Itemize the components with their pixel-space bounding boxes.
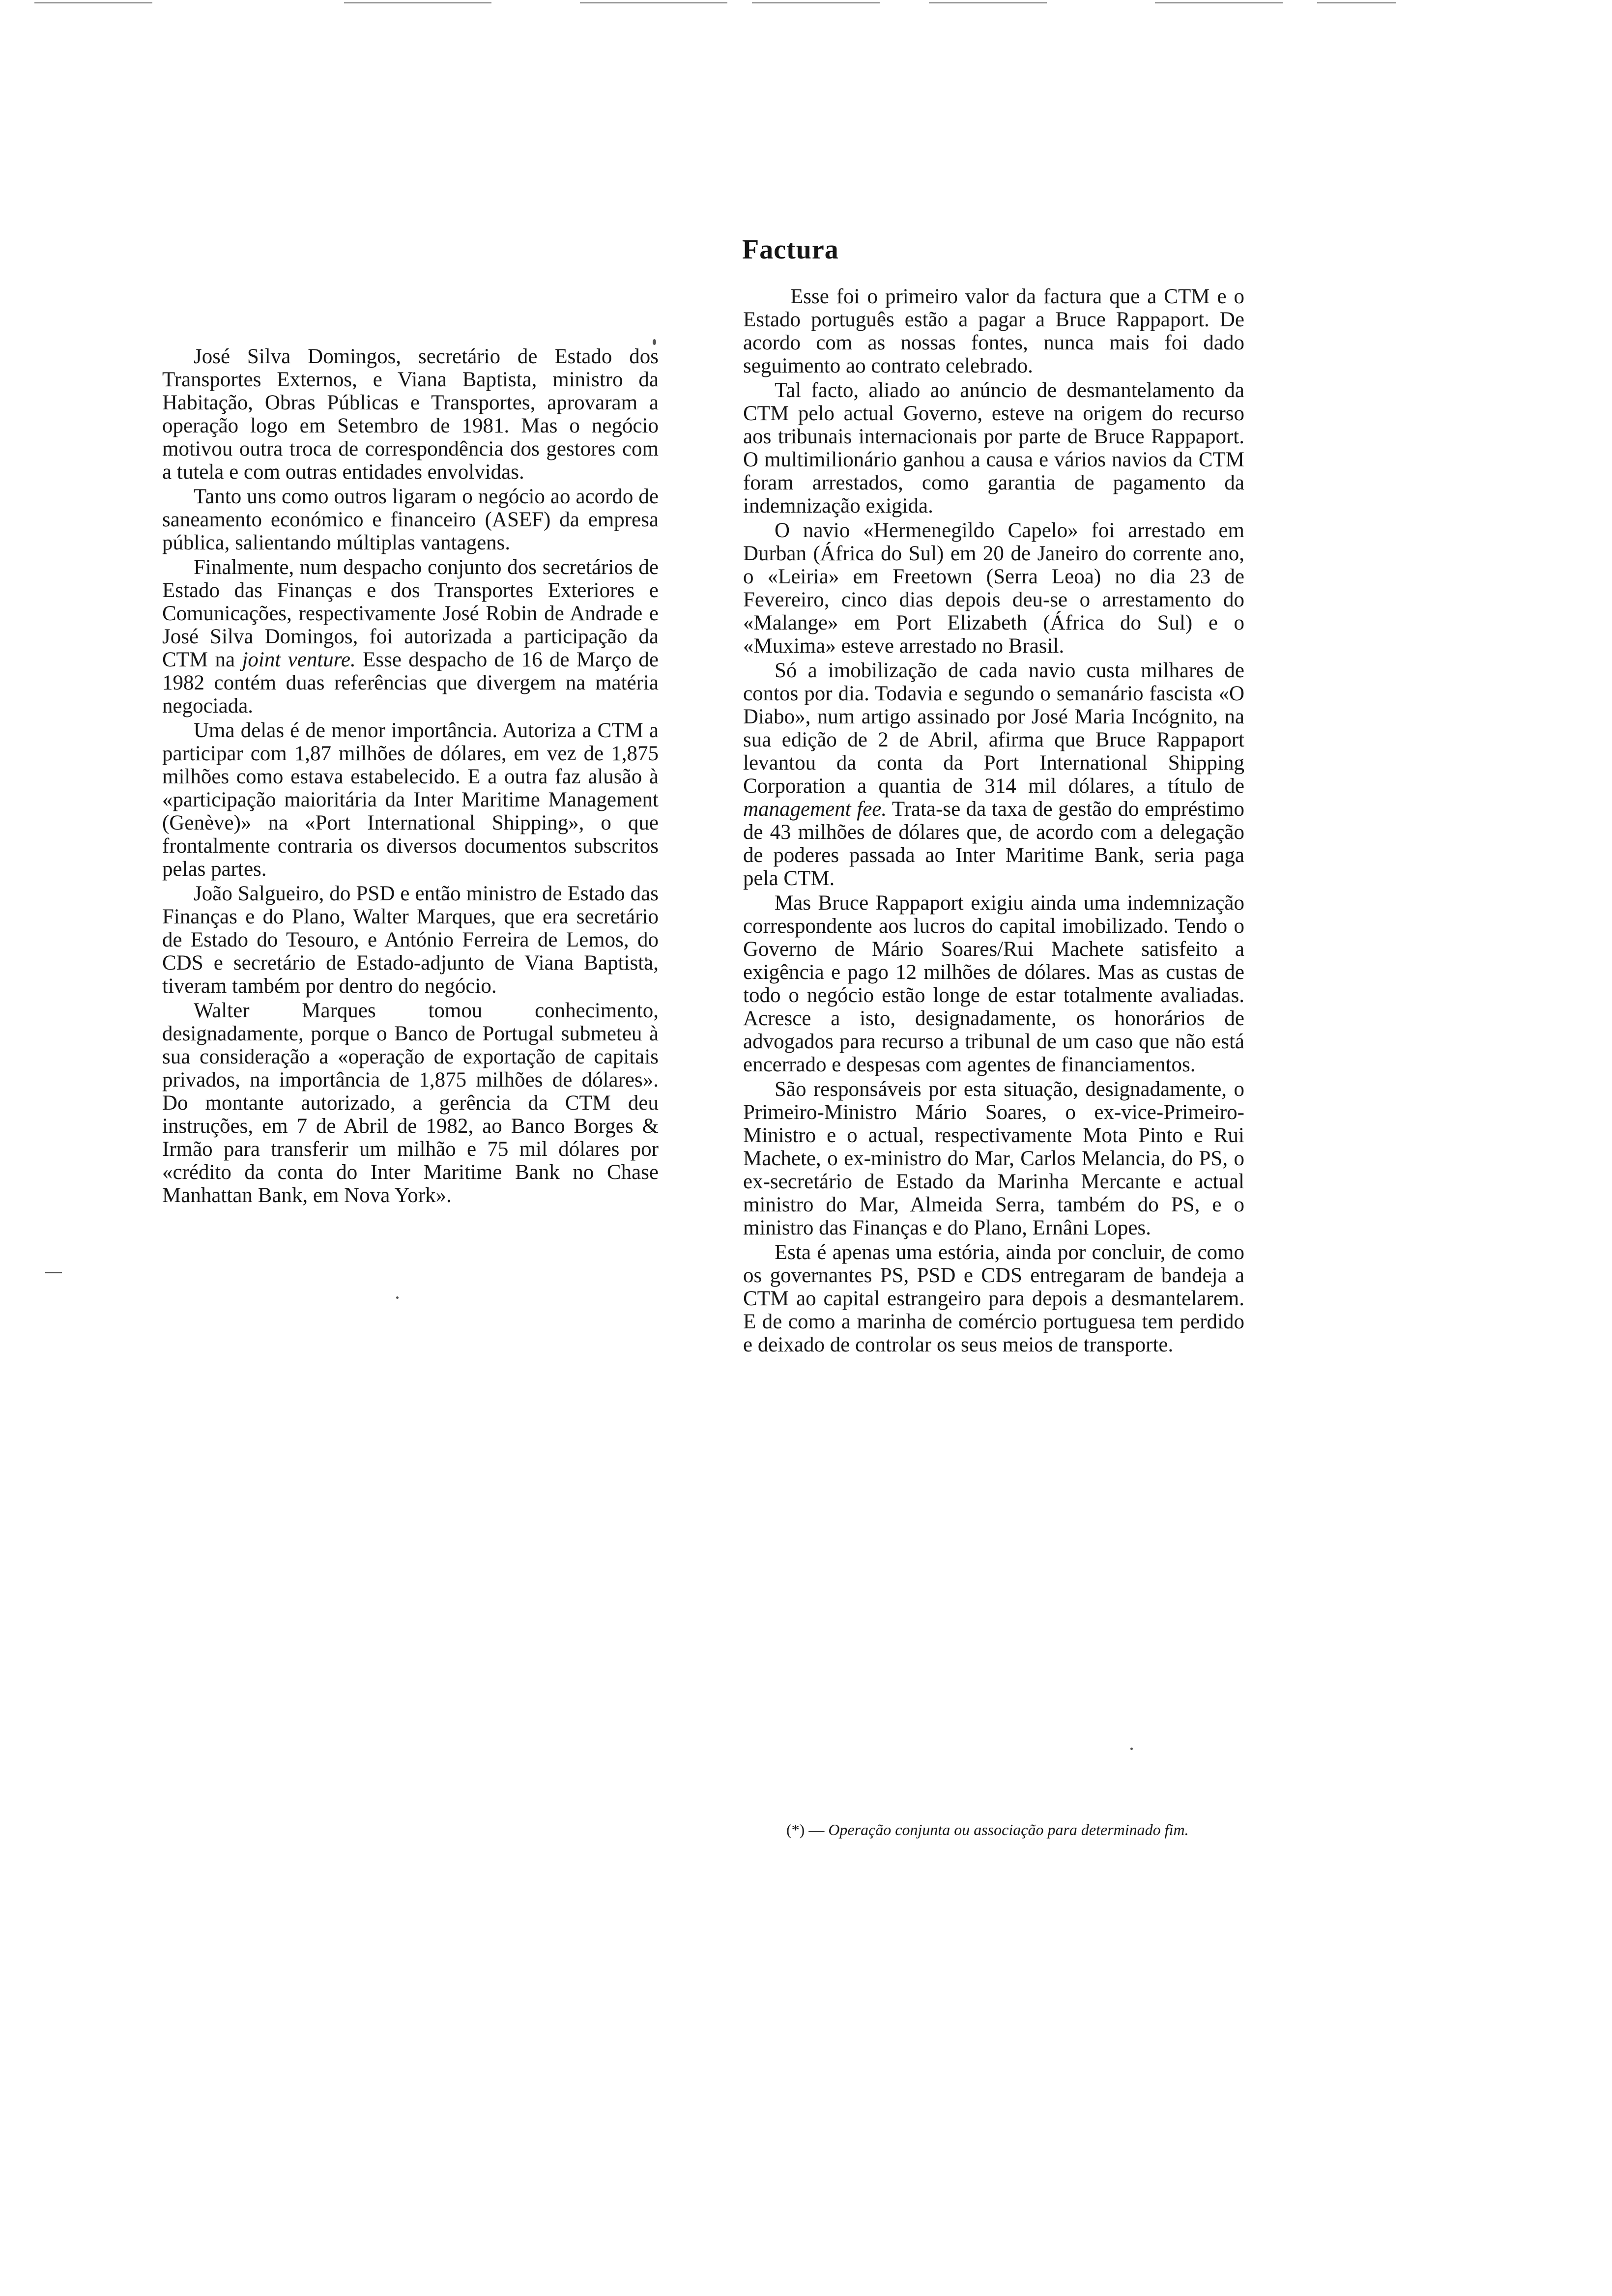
paragraph: Tal facto, aliado ao anúncio de desmantelamento da CTM pelo actual Governo, esteve na origem do recurso aos tribunais internacionais por parte de Bruce Rappaport. O multimilionário ganhou a causa e vários navios da CTM foram arrestados, como garantia de pagamento da indemnização exigida.	[743, 379, 1244, 517]
paragraph	[162, 556, 659, 718]
emphasis-term: joint venture.	[242, 648, 356, 671]
footnote	[747, 1820, 1263, 1839]
paragraph: O navio «Hermenegildo Capelo» foi arrestado em Durban (África do Sul) em 20 de Janeiro do corrente ano, o «Leiria» em Freetown (Serra Leoa) no dia 23 de Fevereiro, cinco dias depois deu-se o arrestamento do «Malange» em Port Elizabeth (África do Sul) e o «Muxima» esteve arrestado no Brasil.	[743, 519, 1244, 658]
paragraph-text: Só a imobilização de cada navio custa milhares de contos por dia. Todavia e segundo o semanário fascista «O Diabo», num artigo assinado por José Maria Incógnito, na sua edição de 2 de Abril, afirma que Bruce Rappaport levantou da conta da Port International Shipping Corporation a quantia de 314 mil dólares, a título de	[743, 659, 1244, 798]
paragraph: José Silva Domingos, secretário de Estado dos Transportes Externos, e Viana Baptista, ministro da Habitação, Obras Públicas e Transportes, aprovaram a operação logo em Setembro de 1981. Mas o negócio motivou outra troca de correspondência dos gestores com a tutela e com outras entidades envolvidas.	[162, 345, 659, 484]
paragraph: Uma delas é de menor importância. Autoriza a CTM a participar com 1,87 milhões de dólares, em vez de 1,875 milhões como estava estabelecido. E a outra faz alusão à «participação maioritária da Inter Maritime Management (Genève)» na «Port International Shipping», o que frontalmente contraria os diversos documentos subscritos pelas partes.	[162, 719, 659, 881]
emphasis-term: management fee.	[743, 798, 887, 821]
scan-speck	[653, 339, 656, 345]
paragraph: Walter Marques tomou conhecimento, designadamente, porque o Banco de Portugal submeteu à sua consideração a «operação de exportação de capitais privados, na importância de 1,875 milhões de dólares». Do montante autorizado, a gerência da CTM deu instruções, em 7 de Abril de 1982, ao Banco Borges & Irmão para transferir um milhão e 75 mil dólares por «crédito da conta do Inter Maritime Bank no Chase Manhattan Bank, em Nova York».	[162, 999, 659, 1207]
scan-edge-rule	[344, 2, 491, 3]
paragraph-text: Trata-se da taxa de gestão do empréstimo de 43 milhões de dólares que, de acordo com a delegação de poderes passada ao Inter Maritime Bank, seria paga pela CTM.	[743, 798, 1244, 890]
paragraph: Tanto uns como outros ligaram o negócio ao acordo de saneamento económico e financeiro (ASEF) da empresa pública, salientando múltiplas vantagens.	[162, 485, 659, 554]
footnote-marker: (*) —	[786, 1821, 825, 1838]
margin-tick-mark	[45, 1272, 62, 1273]
scan-edge-rule	[580, 2, 727, 3]
right-column	[743, 285, 1244, 1358]
paragraph: São responsáveis por esta situação, designadamente, o Primeiro-Ministro Mário Soares, o ex-vice-Primeiro-Ministro e o actual, respectivamente Mota Pinto e Rui Machete, o ex-ministro do Mar, Carlos Melancia, do PS, o ex-secretário de Estado da Marinha Mercante e actual ministro do Mar, Almeida Serra, também do PS, e o ministro das Finanças e do Plano, Ernâni Lopes.	[743, 1078, 1244, 1239]
scan-edge-rule	[752, 2, 880, 3]
scan-speck	[1130, 1748, 1133, 1750]
paragraph-text: Esse despacho de 16 de Março de 1982 contém duas referências que divergem na matéria negociada.	[162, 648, 659, 718]
scan-edge-rule	[1317, 2, 1396, 3]
section-heading: Factura	[742, 234, 839, 265]
scan-edge-rule	[1155, 2, 1283, 3]
paragraph: Mas Bruce Rappaport exigiu ainda uma indemnização correspondente aos lucros do capital imobilizado. Tendo o Governo de Mário Soares/Rui Machete satisfeito a exigência e pago 12 milhões de dólares. Mas as custas de todo o negócio estão longe de estar totalmente avaliadas. Acresce a isto, designadamente, os honorários de advogados para recurso a tribunal de um caso que não está encerrado e despesas com agentes de financiamentos.	[743, 891, 1244, 1076]
paragraph-text: Finalmente, num despacho conjunto dos secretários de Estado das Finanças e dos Transportes Exteriores e Comunicações, respectivamente José Robin de Andrade e José Silva Domingos, foi autorizada a participação da CTM na	[162, 556, 659, 671]
footnote-text: Operação conjunta ou associação para determinado fim.	[828, 1821, 1189, 1838]
left-column	[162, 345, 659, 1208]
paragraph: João Salgueiro, do PSD e então ministro de Estado das Finanças e do Plano, Walter Marques, que era secretário de Estado do Tesouro, e António Ferreira de Lemos, do CDS e secretário de Estado-adjunto de Viana Baptista, tiveram também por dentro do negócio.	[162, 882, 659, 998]
paragraph: Esse foi o primeiro valor da factura que a CTM e o Estado português estão a pagar a Bruce Rappaport. De acordo com as nossas fontes, nunca mais foi dado seguimento ao contrato celebrado.	[743, 285, 1244, 377]
scan-speck	[396, 1296, 399, 1299]
paragraph	[743, 659, 1244, 890]
scan-edge-rule	[34, 2, 152, 3]
scan-edge-rule	[929, 2, 1047, 3]
paragraph: Esta é apenas uma estória, ainda por concluir, de como os governantes PS, PSD e CDS entregaram de bandeja a CTM ao capital estrangeiro para depois a desmantelarem. E de como a marinha de comércio portuguesa tem perdido e deixado de controlar os seus meios de transporte.	[743, 1241, 1244, 1356]
